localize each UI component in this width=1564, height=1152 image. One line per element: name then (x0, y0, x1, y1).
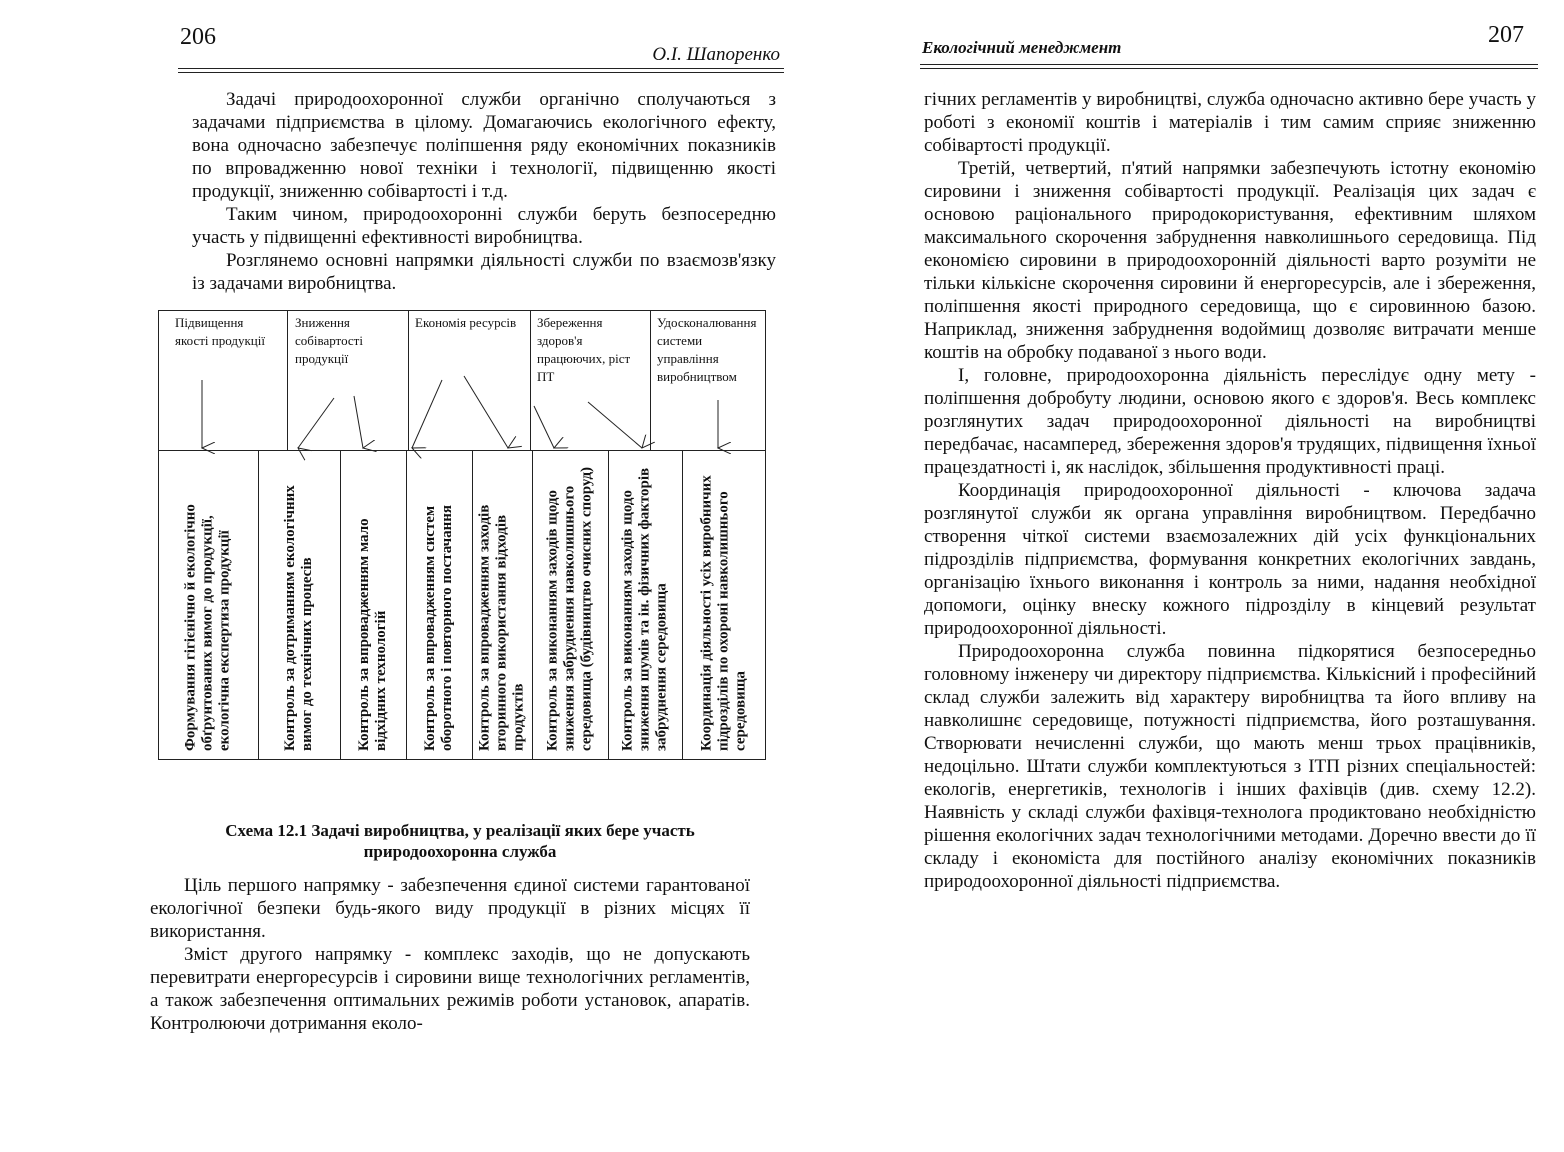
task-text: Контроль за виконанням заходів щодо зниження забруднення навколишнього середовища (будівництво очисних споруд) (544, 466, 595, 751)
task-text: Контроль за впровадженням мало відхідних технологій (356, 518, 389, 751)
scheme-diagram (158, 310, 766, 760)
task-text: Формування гігієнічно й екологічно обґрунтованих вимог до продукції, екологічна експертиза продукції (182, 504, 233, 751)
task-text: Контроль за виконанням заходів щодо зниження шумів та ін. фізичних факторів забруднення середовища (619, 467, 670, 751)
page-number: 207 (1488, 22, 1524, 48)
paragraph: Третій, четвертий, п'ятий напрямки забезпечують істотну економію сировини і зниження собівартості продукції. Реалізація цих задач є основою раціонального природокористування, ефективним шляхом максимального скорочення забруднення навколишнього середовища. Під економією сировини в природоохоронній діяльності варто розуміти не тільки кількісне скорочення сировини й енергоресурсів, але і збереження, поліпшення якості природного середовища, що є сировинною базою. Наприклад, зниження забруднення водоймищ дозволяє витрачати менше коштів на обробку подаваної з нього води. (924, 158, 1536, 363)
right-page (790, 0, 1564, 1152)
diagram-header: Збереження здоров'я працюючих, ріст ПТ (537, 315, 631, 384)
arrow (534, 406, 554, 448)
arrow (588, 402, 642, 448)
task-text: Контроль за впровадженням заходів вторинного використання відходів продуктів (476, 504, 527, 751)
diagram-header: Зниження собівартості продукції (295, 315, 363, 366)
paragraph: Зміст другого напрямку - комплекс заходів, що не допускають перевитрати енергоресурсів і сировини вище технологічних регламентів, а також забезпечення оптимальних режимів роботи установок, апаратів. Контролюючи дотримання еколо- (150, 944, 750, 1034)
body-text (924, 88, 1536, 893)
running-head: О.І. Шапоренко (652, 44, 780, 65)
arrow (298, 398, 334, 448)
diagram-header: Підвищення якості продукції (175, 315, 265, 348)
body-text (192, 88, 776, 295)
arrow (412, 380, 442, 448)
arrow (354, 396, 363, 448)
paragraph: Задачі природоохоронної служби органічно сполучаються з задачами підприємства в цілому. Домагаючись екологічного ефекту, вона одночасно забезпечує поліпшення ряду економічних показників по впровадженню нової техніки і технології, підвищенню якості продукції, зниженню собівартості і т.д. (192, 89, 776, 202)
task-text: Контроль за впровадженням систем оборотного і повторного постачання (422, 504, 455, 751)
body-text (150, 874, 750, 1035)
diagram-header: Удосконалювання системи управління виробництвом (657, 315, 757, 384)
page-number: 206 (180, 24, 216, 50)
diagram-arrows (158, 310, 766, 760)
header-rule (920, 64, 1538, 65)
figure-caption: Схема 12.1 Задачі виробництва, у реалізації яких бере участь природоохоронна служба (225, 821, 695, 861)
paragraph: Координація природоохоронної діяльності - ключова задача розглянутої служби як органа управління виробництвом. Передбачно створення чіткої системи взаємозалежних дій усіх функціональних підрозділів підприємства, формування конкретних екологічних завдань, організацію їхнього виконання і контроль за ними, надання необхідної допомоги, оцінку внеску кожного підрозділу в кінцевий результат природоохоронної діяльності. (924, 480, 1536, 639)
paragraph: Ціль першого напрямку - забезпечення єдиної системи гарантованої екологічної безпеки будь-якого виду продукції в різних місцях її використання. (150, 875, 750, 942)
header-rule (920, 68, 1538, 69)
paragraph: Розглянемо основні напрямки діяльності служби по взаємозв'язку із задачами виробництва. (192, 250, 776, 294)
task-text: Координація діяльності усіх виробничих підрозділів по охороні навколишнього середовища (698, 475, 749, 751)
paragraph: Природоохоронна служба повинна підкорятися безпосередньо головному інженеру чи директору підприємства. Кількісний і професійний склад служби залежить від характеру виробництва та його впливу на навколишнє середовище, потужності підприємства, його розташування. Створювати нечисленні служби, що мають менш трьох працівників, недоцільно. Штати служби комплектуються з ІТП різних спеціальностей: екологів, енергетиків, технологів і інших фахівців (див. схему 12.2). Наявність у складі служби фахівця-технолога продиктовано необхідністю рішення екологічних задач технологічними методами. Доречно ввести до її складу і економіста для постійного аналізу економічних показників природоохоронної діяльності підприємства. (924, 641, 1536, 892)
paragraph: Таким чином, природоохоронні служби беруть безпосередню участь у підвищенні ефективності виробництва. (192, 204, 776, 248)
header-rule (178, 72, 784, 73)
task-text: Контроль за дотриманням екологічних вимог до технічних процесів (282, 485, 315, 751)
running-head: Екологічний менеджмент (922, 38, 1122, 57)
paragraph: гічних регламентів у виробництві, служба одночасно активно бере участь у роботі з економії коштів і матеріалів і тим самим сприяє зниженню собівартості продукції. (924, 89, 1536, 156)
arrow (464, 376, 508, 448)
paragraph: І, головне, природоохоронна діяльність переслідує одну мету - поліпшення добробуту людини, основою якого є здоров'я. Весь комплекс розглянутих задач природоохоронної діяльності на виробництві передбачає, насамперед, збереження здоров'я трудящих, підвищення їхньої працездатності і, як наслідок, збільшення продуктивності праці. (924, 365, 1536, 478)
diagram-header: Економія ресурсів (415, 315, 517, 330)
header-rule (178, 68, 784, 69)
